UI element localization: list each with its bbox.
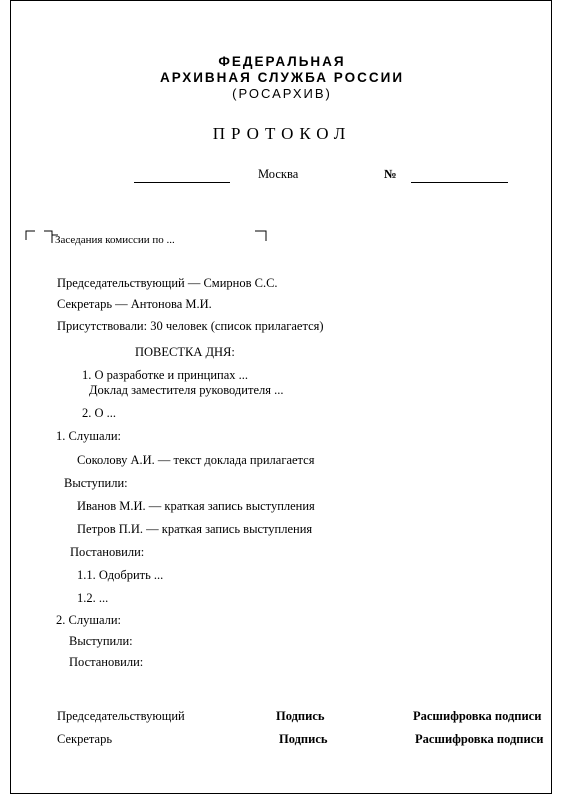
number-label: № [384, 167, 397, 181]
signature-secretary-decode: Расшифровка подписи [415, 732, 544, 746]
corner-bracket-right-icon [254, 229, 268, 243]
agenda-item-1-report: Доклад заместителя руководителя ... [89, 383, 284, 397]
signature-chair-sign: Подпись [276, 709, 325, 723]
signature-secretary-role: Секретарь [57, 732, 113, 746]
section2-spoke-label: Выступили: [69, 634, 133, 648]
date-line [134, 181, 230, 183]
org-name-line1: ФЕДЕРАЛЬНАЯ [218, 54, 346, 69]
section1-spoke-label: Выступили: [64, 476, 128, 490]
signature-secretary-sign: Подпись [279, 732, 328, 746]
section1-resolution-2: 1.2. ... [77, 591, 109, 605]
section1-resolution-1: 1.1. Одобрить ... [77, 568, 164, 582]
protocol-subject: Заседания комиссии по ... [55, 234, 175, 246]
signature-chair-decode: Расшифровка подписи [413, 709, 542, 723]
document-page [10, 0, 552, 794]
document-title: ПРОТОКОЛ [212, 124, 352, 143]
corner-bracket-left-icon [25, 229, 53, 245]
number-line [411, 181, 508, 183]
section2-heard-label: 2. Слушали: [56, 613, 122, 627]
section1-heard-label: 1. Слушали: [56, 429, 122, 443]
agenda-item-1: 1. О разработке и принципах ... [82, 368, 249, 382]
place-label: Москва [258, 167, 299, 181]
section1-heard-person: Соколову А.И. — текст доклада прилагается [77, 453, 315, 467]
section1-resolved-label: Постановили: [70, 545, 145, 559]
present-line: Присутствовали: 30 человек (список прилагается) [57, 319, 324, 333]
agenda-item-2: 2. О ... [82, 406, 117, 420]
org-abbreviation: (РОСАРХИВ) [232, 86, 332, 101]
agenda-heading: ПОВЕСТКА ДНЯ: [135, 345, 235, 359]
section1-speaker-1: Иванов М.И. — краткая запись выступления [77, 499, 315, 513]
secretary-line: Секретарь — Антонова М.И. [57, 297, 212, 311]
org-name-line2: АРХИВНАЯ СЛУЖБА РОССИИ [159, 70, 405, 85]
signature-chair-role: Председательствующий [57, 709, 185, 723]
section2-resolved-label: Постановили: [69, 655, 144, 669]
section1-speaker-2: Петров П.И. — краткая запись выступления [77, 522, 313, 536]
chairman-line: Председательствующий — Смирнов С.С. [57, 276, 278, 290]
